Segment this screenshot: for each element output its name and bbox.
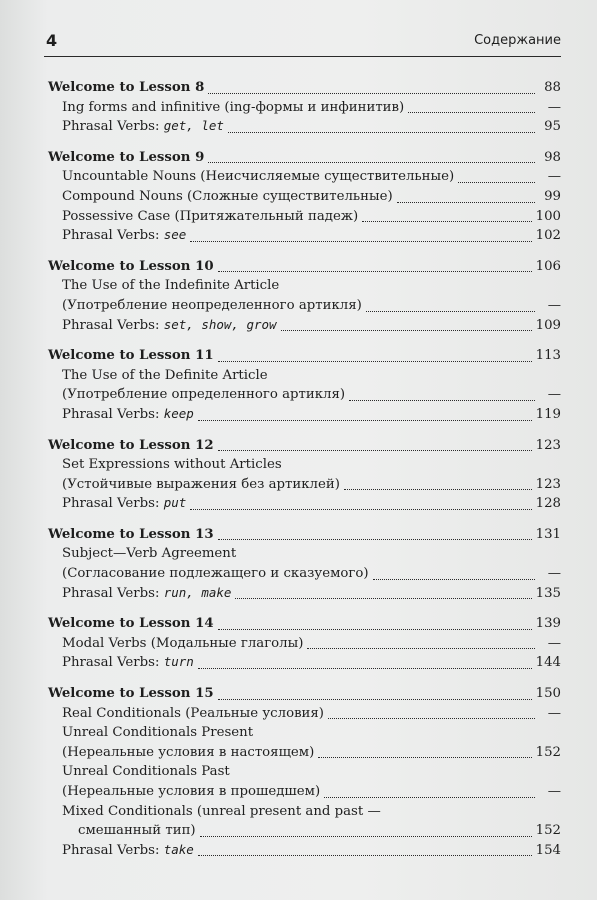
- entry-title: [78, 821, 196, 841]
- entry-text: смешанный тип): [78, 823, 196, 839]
- dot-leader: [228, 132, 535, 133]
- dot-leader: [328, 718, 535, 719]
- entry-text: (Устойчивые выражения без артиклей): [62, 476, 340, 492]
- entry-title: [62, 207, 358, 227]
- page-ref: 128: [535, 496, 561, 512]
- entry-title: [62, 116, 224, 137]
- lesson-title: Welcome to Lesson 14: [48, 616, 214, 632]
- entry-title: [62, 634, 303, 654]
- dot-leader: [344, 489, 532, 490]
- toc-entry[interactable]: [48, 167, 561, 187]
- dot-leader: [218, 271, 532, 272]
- entry-title: [62, 723, 253, 743]
- page-ref: —: [547, 99, 561, 115]
- entry-verbs: take: [163, 841, 194, 857]
- entry-title: [62, 167, 454, 187]
- entry-verbs: turn: [163, 654, 194, 670]
- toc-entry[interactable]: [48, 366, 561, 386]
- entry-title: [62, 296, 362, 316]
- toc-entry[interactable]: [48, 704, 561, 724]
- entry-text: Phrasal Verbs:: [62, 119, 164, 135]
- toc-entry[interactable]: [48, 584, 561, 604]
- toc-entry[interactable]: [48, 276, 561, 296]
- entry-text: Possessive Case (Притяжательный падеж): [62, 208, 359, 224]
- entry-text: Real Conditionals (Реальные условия): [62, 705, 324, 721]
- page-ref: 154: [535, 842, 561, 858]
- entry-title: [62, 475, 340, 495]
- entry-title: [62, 782, 320, 802]
- entry-title: [62, 404, 194, 425]
- lesson-title: Welcome to Lesson 8: [48, 80, 205, 95]
- toc-entry[interactable]: [48, 782, 561, 802]
- page-ref: 99: [544, 188, 561, 204]
- entry-title: [62, 98, 404, 118]
- page-ref: 95: [544, 119, 561, 135]
- page-ref: 88: [544, 80, 561, 95]
- lesson-title: Welcome to Lesson 15: [48, 686, 214, 702]
- toc-entry[interactable]: [48, 494, 561, 514]
- dot-leader: [349, 400, 535, 401]
- entry-title: [62, 315, 277, 336]
- entry-text: Phrasal Verbs:: [62, 496, 164, 512]
- page-number: 4: [46, 31, 58, 50]
- entry-text: (Нереальные условия в настоящем): [62, 744, 315, 760]
- entry-title: [62, 583, 231, 604]
- dot-leader: [458, 182, 535, 183]
- page-ref: 144: [535, 655, 561, 671]
- lesson-heading[interactable]: [48, 684, 561, 704]
- toc-entry[interactable]: [48, 821, 561, 841]
- page-ref: 131: [535, 526, 561, 542]
- page-ref: —: [547, 566, 561, 582]
- entry-text: Modal Verbs (Модальные глаголы): [62, 635, 304, 651]
- lesson-block: [48, 684, 561, 860]
- toc-entry[interactable]: [48, 841, 561, 861]
- lesson-block: [48, 614, 561, 673]
- entry-title: [62, 704, 324, 724]
- lesson-heading[interactable]: [48, 436, 561, 456]
- section-title: Содержание: [474, 33, 561, 48]
- lesson-heading[interactable]: [48, 525, 561, 545]
- page-ref: 106: [535, 258, 561, 274]
- lesson-heading[interactable]: [48, 148, 561, 168]
- entry-verbs: put: [163, 495, 187, 511]
- entry-text: Phrasal Verbs:: [62, 585, 164, 601]
- entry-text: Unreal Conditionals Past: [62, 764, 230, 780]
- page-ref: —: [547, 635, 561, 651]
- lesson-title: Welcome to Lesson 13: [48, 526, 214, 542]
- entry-title: [62, 276, 279, 296]
- entry-text: Phrasal Verbs:: [62, 655, 164, 671]
- dot-leader: [281, 330, 532, 331]
- dot-leader: [235, 598, 531, 599]
- lesson-title: Welcome to Lesson 12: [48, 437, 214, 453]
- page-ref: —: [547, 387, 561, 403]
- dot-leader: [362, 221, 531, 222]
- entry-title: [62, 544, 236, 564]
- entry-text: Subject—Verb Agreement: [62, 546, 237, 562]
- page-ref: —: [547, 169, 561, 185]
- dot-leader: [218, 361, 532, 362]
- lesson-heading[interactable]: [48, 346, 561, 366]
- entry-title: [62, 762, 230, 782]
- page-ref: 100: [535, 208, 561, 224]
- toc-entry[interactable]: [48, 98, 561, 118]
- entry-title: [62, 366, 268, 386]
- page-ref: —: [547, 297, 561, 313]
- toc-entry[interactable]: [48, 723, 561, 743]
- dot-leader: [318, 757, 531, 758]
- page-ref: 123: [535, 476, 561, 492]
- entry-text: Phrasal Verbs:: [62, 842, 164, 858]
- entry-verbs: get, let: [163, 118, 224, 134]
- dot-leader: [190, 241, 531, 242]
- dot-leader: [324, 797, 535, 798]
- dot-leader: [208, 162, 535, 163]
- toc-entry[interactable]: [48, 316, 561, 336]
- lesson-block: [48, 346, 561, 424]
- lesson-block: [48, 257, 561, 335]
- entry-title: [62, 743, 314, 763]
- page-ref: 102: [535, 228, 561, 244]
- dot-leader: [198, 855, 532, 856]
- entry-text: Ing forms and infinitive (ing-формы и инфинитив): [62, 99, 405, 115]
- page-ref: 150: [535, 686, 561, 702]
- toc-entry[interactable]: [48, 207, 561, 227]
- toc-entry[interactable]: [48, 802, 561, 822]
- lesson-heading[interactable]: [48, 78, 561, 98]
- entry-title: [62, 187, 393, 207]
- toc-entry[interactable]: [48, 564, 561, 584]
- page-ref: —: [547, 705, 561, 721]
- lesson-block: [48, 525, 561, 603]
- dot-leader: [218, 450, 532, 451]
- toc-entry[interactable]: [48, 743, 561, 763]
- running-head: [44, 28, 561, 57]
- dot-leader: [408, 112, 535, 113]
- lesson-block: [48, 78, 561, 137]
- entry-title: [62, 225, 186, 246]
- toc-entry[interactable]: [48, 634, 561, 654]
- lesson-title: Welcome to Lesson 11: [48, 348, 214, 364]
- dot-leader: [198, 668, 532, 669]
- entry-text: (Нереальные условия в прошедшем): [62, 784, 321, 799]
- dot-leader: [366, 311, 535, 312]
- entry-text: Phrasal Verbs:: [62, 317, 164, 333]
- entry-text: Compound Nouns (Сложные существительные): [62, 188, 393, 204]
- toc-entry[interactable]: [48, 117, 561, 137]
- toc-entry[interactable]: [48, 405, 561, 425]
- entry-text: (Употребление неопределенного артикля): [62, 297, 362, 313]
- toc-entry[interactable]: [48, 762, 561, 782]
- page-ref: 152: [535, 744, 561, 760]
- dot-leader: [373, 579, 535, 580]
- table-of-contents: [48, 78, 561, 871]
- entry-text: Phrasal Verbs:: [62, 406, 164, 422]
- page-ref: 123: [535, 437, 561, 453]
- lesson-title: Welcome to Lesson 9: [48, 149, 205, 165]
- lesson-block: [48, 148, 561, 246]
- entry-text: (Употребление определенного артикля): [62, 387, 346, 403]
- page-ref: 98: [544, 149, 561, 165]
- entry-text: The Use of the Indefinite Article: [62, 278, 280, 294]
- toc-entry[interactable]: [48, 475, 561, 495]
- entry-title: [62, 564, 369, 584]
- entry-verbs: see: [163, 227, 187, 243]
- dot-leader: [218, 629, 532, 630]
- entry-verbs: keep: [163, 405, 194, 421]
- lesson-heading[interactable]: [48, 257, 561, 277]
- entry-title: [62, 385, 345, 405]
- toc-entry[interactable]: [48, 455, 561, 475]
- toc-entry[interactable]: [48, 544, 561, 564]
- entry-title: [62, 652, 194, 673]
- dot-leader: [307, 648, 535, 649]
- entry-text: The Use of the Definite Article: [62, 367, 268, 383]
- dot-leader: [200, 836, 532, 837]
- dot-leader: [198, 420, 532, 421]
- entry-text: Set Expressions without Articles: [62, 457, 282, 473]
- page-ref: 139: [535, 616, 561, 632]
- page-ref: 135: [535, 585, 561, 601]
- entry-verbs: run, make: [163, 584, 232, 600]
- page-ref: 119: [535, 406, 561, 422]
- dot-leader: [218, 699, 532, 700]
- lesson-block: [48, 436, 561, 514]
- page-ref: 152: [535, 823, 561, 839]
- entry-text: Mixed Conditionals (unreal present and past —: [62, 803, 381, 819]
- dot-leader: [190, 509, 531, 510]
- page-ref: 113: [535, 348, 561, 364]
- entry-title: [62, 840, 194, 861]
- dot-leader: [208, 93, 535, 94]
- entry-text: Phrasal Verbs:: [62, 228, 164, 244]
- toc-entry[interactable]: [48, 226, 561, 246]
- dot-leader: [397, 202, 535, 203]
- page-ref: —: [547, 784, 561, 799]
- dot-leader: [218, 539, 532, 540]
- page-ref: 109: [535, 317, 561, 333]
- toc-entry[interactable]: [48, 653, 561, 673]
- toc-entry[interactable]: [48, 385, 561, 405]
- entry-text: Uncountable Nouns (Неисчисляемые существительные): [62, 169, 455, 185]
- lesson-title: Welcome to Lesson 10: [48, 258, 214, 274]
- entry-verbs: set, show, grow: [163, 316, 277, 332]
- entry-text: (Согласование подлежащего и сказуемого): [62, 566, 369, 582]
- entry-title: [62, 802, 381, 822]
- toc-entry[interactable]: [48, 296, 561, 316]
- toc-entry[interactable]: [48, 187, 561, 207]
- entry-title: [62, 493, 186, 514]
- entry-title: [62, 455, 282, 475]
- lesson-heading[interactable]: [48, 614, 561, 634]
- entry-text: Unreal Conditionals Present: [62, 725, 254, 741]
